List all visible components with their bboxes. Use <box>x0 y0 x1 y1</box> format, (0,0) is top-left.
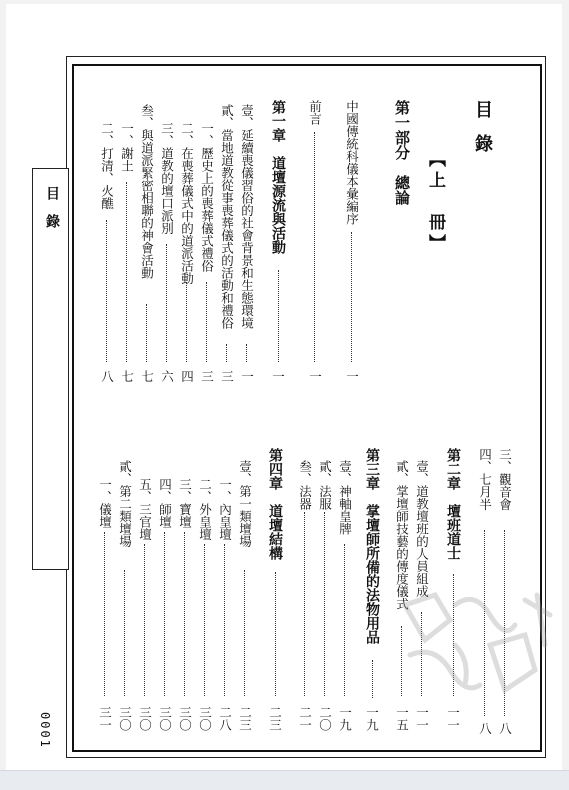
toc-entry: 二、外皇壇 <box>197 478 213 541</box>
toc-entry: 壹、神軸皇牌 <box>337 460 353 535</box>
toc-leader <box>104 532 105 696</box>
toc-entry: 三、道教的壇口派別 <box>159 122 175 235</box>
toc-page-number: 二三 <box>267 706 283 731</box>
toc-entry: 貳、第二類壇場 <box>117 460 133 548</box>
toc-page-number: 二三 <box>237 706 253 731</box>
toc-page-number: 一 <box>307 370 323 383</box>
toc-leader <box>314 132 315 362</box>
toc-leader <box>304 512 305 696</box>
toc-page-number: 一一 <box>414 706 430 731</box>
toc-page-number: 二一 <box>297 706 313 731</box>
toc-entry: 前言 <box>307 100 323 125</box>
toc-page-number: 三〇 <box>197 706 213 731</box>
toc-page-number: 四 <box>179 370 195 383</box>
toc-entry: 壹、延續喪儀習俗的社會背景和生態環境 <box>239 104 255 329</box>
toc-leader <box>244 570 245 696</box>
toc-chapter-heading: 第四章 道壇結構 <box>267 448 283 560</box>
volume-label: 【上 冊】 <box>425 150 445 255</box>
page-number: 0001 <box>38 712 52 749</box>
toc-entry: 五、三官壇 <box>137 478 153 541</box>
toc-page-number: 八 <box>99 370 115 383</box>
toc-page-number: 八 <box>477 722 493 735</box>
toc-chapter-heading: 第二章 壇班道士 <box>445 448 461 560</box>
toc-leader <box>144 544 145 696</box>
toc-page-number: 三 <box>219 370 235 383</box>
sidebar-title: 目錄 <box>44 186 60 242</box>
toc-leader <box>278 270 279 362</box>
toc-entry: 二、在喪葬儀式中的道派活動 <box>179 122 195 285</box>
toc-leader <box>106 220 107 362</box>
toc-entry: 貳、掌壇師技藝的傳度儀式 <box>394 460 410 610</box>
toc-entry: 三、觀音會 <box>497 448 513 511</box>
toc-page-number: 三〇 <box>177 706 193 731</box>
toc-leader <box>146 304 147 362</box>
toc-entry: 四、七月半 <box>477 448 493 511</box>
toc-entry: 二、打清、火醮 <box>99 122 115 210</box>
toc-leader <box>324 512 325 696</box>
toc-page-number: 二〇 <box>317 706 333 731</box>
toc-page-number: 一 <box>270 370 286 383</box>
toc-leader <box>351 232 352 362</box>
toc-leader <box>224 544 225 696</box>
toc-page-number: 三一 <box>97 706 113 731</box>
toc-entry: 一、歷史上的喪葬儀式禮俗 <box>199 122 215 272</box>
viewer-footer-bar <box>0 770 569 790</box>
toc-page-number: 七 <box>119 370 135 383</box>
toc-leader <box>166 244 167 362</box>
toc-leader <box>186 282 187 362</box>
toc-leader <box>126 182 127 362</box>
toc-page-number: 一九 <box>337 706 353 731</box>
toc-page-number: 一五 <box>394 706 410 731</box>
toc-leader <box>204 544 205 696</box>
toc-entry: 一、內皇壇 <box>217 478 233 541</box>
toc-leader <box>164 532 165 696</box>
toc-page-number: 八 <box>497 722 513 735</box>
document-title: 目錄 <box>472 100 493 168</box>
toc-leader <box>344 544 345 696</box>
toc-page-number: 一 <box>239 370 255 383</box>
toc-page-number: 三〇 <box>117 706 133 731</box>
toc-entry: 一、謝土 <box>119 122 135 172</box>
toc-leader <box>206 282 207 362</box>
toc-entry: 壹、第一類壇場 <box>237 460 253 548</box>
toc-leader <box>124 570 125 696</box>
toc-entry: 貳、當地道教從事喪葬儀式的活動和禮俗 <box>219 104 235 329</box>
toc-entry: 四、師壇 <box>157 478 173 528</box>
toc-leader <box>372 660 373 698</box>
toc-part-heading: 第一部分 總論 <box>393 100 411 205</box>
toc-page-number: 一 <box>344 370 360 383</box>
toc-leader <box>275 572 276 696</box>
toc-chapter-heading: 第三章 掌壇師所備的法物用品 <box>364 448 380 644</box>
toc-page-number: 三〇 <box>157 706 173 731</box>
toc-page-number: 六 <box>159 370 175 383</box>
toc-entry: 一、儀壇 <box>97 478 113 528</box>
toc-page-number: 一九 <box>364 706 380 731</box>
toc-leader <box>226 344 227 362</box>
toc-page-number: 三〇 <box>137 706 153 731</box>
seal-watermark-icon <box>395 585 560 705</box>
toc-page-number: 一一 <box>445 706 461 731</box>
toc-page-number: 二八 <box>217 706 233 731</box>
toc-entry: 叁、與道派緊密相聯的神會活動 <box>139 104 155 279</box>
toc-page-number: 七 <box>139 370 155 383</box>
toc-page-number: 三 <box>199 370 215 383</box>
toc-entry: 中國傳統科儀本彙編序 <box>344 100 360 225</box>
toc-entry: 叁、法器 <box>297 460 313 510</box>
toc-chapter-heading: 第一章 道壇源流與活動 <box>270 100 286 254</box>
toc-entry: 貳、法服 <box>317 460 333 510</box>
toc-entry: 三、寶壇 <box>177 478 193 528</box>
toc-leader <box>184 532 185 696</box>
toc-entry: 壹、道教壇班的人員組成 <box>414 460 430 598</box>
toc-leader <box>246 344 247 362</box>
